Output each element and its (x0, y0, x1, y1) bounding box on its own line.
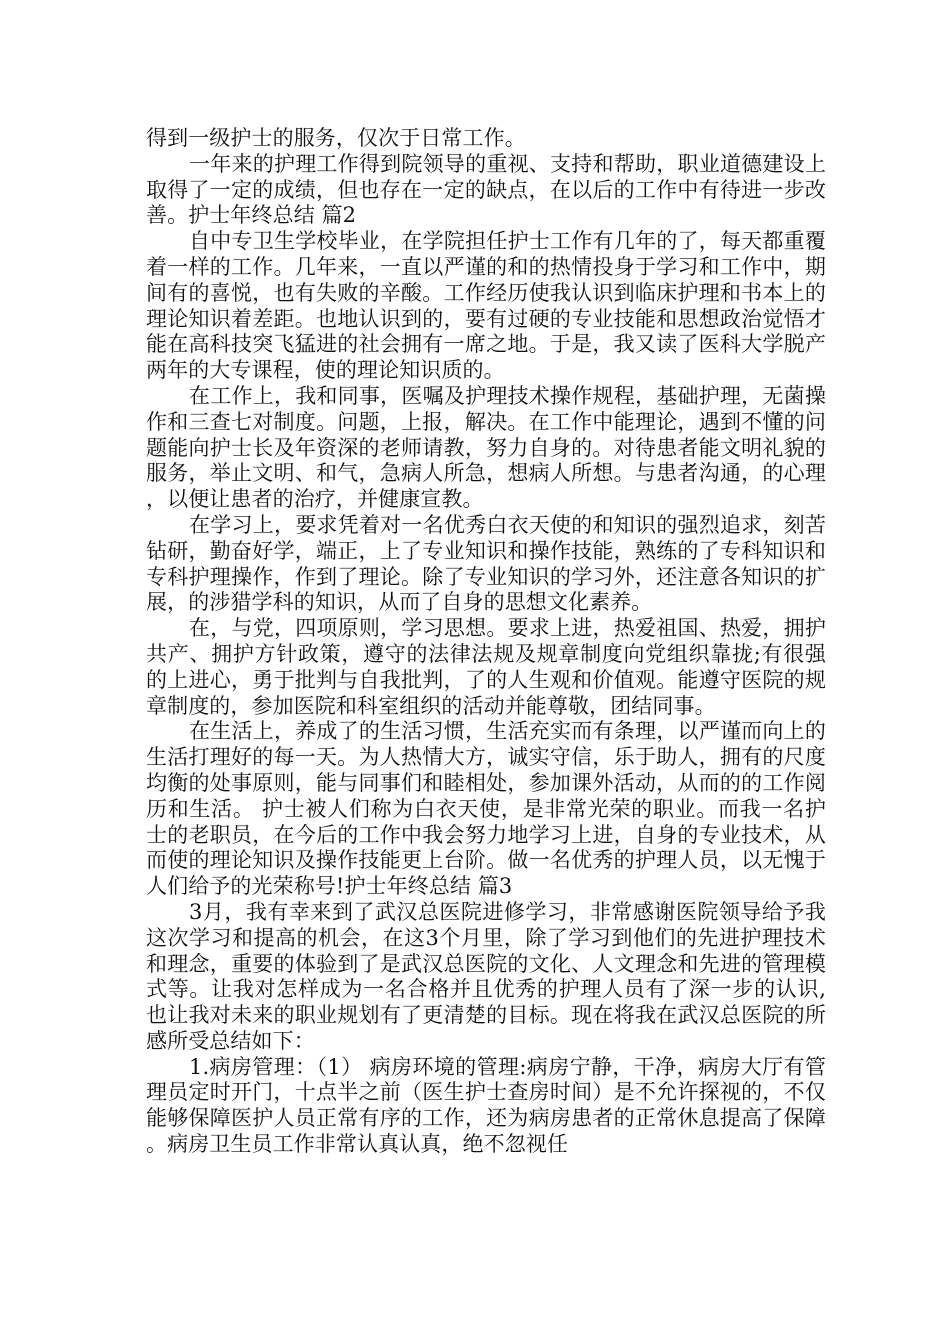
document-page (146, 126, 826, 1158)
paragraph-8: 3月，我有幸来到了武汉总医院进修学习，非常感谢医院领导给予我这次学习和提高的机会，在这3个月里，除了学习到他们的先进护理技术和理念，重要的体验到了是武汉总医院的文化、人文理念和先进的管理模式等。让我对怎样成为一名合格并且优秀的护理人员有了深一步的认识,也让我对未来的职业规划有了更清楚的目标。现在将我在武汉总医院的所感所受总结如下： (146, 899, 826, 1053)
paragraph-3: 自中专卫生学校毕业，在学院担任护士工作有几年的了，每天都重覆着一样的工作。几年来，一直以严谨的和的热情投身于学习和工作中，期间有的喜悦，也有失败的辛酸。工作经历使我认识到临床护理和书本上的理论知识着差距。也地认识到的，要有过硬的专业技能和思想政治觉悟才能在高科技突飞猛进的社会拥有一席之地。于是，我又读了医科大学脱产两年的大专课程，使的理论知识质的。 (146, 229, 826, 383)
paragraph-7: 在生活上，养成了的生活习惯，生活充实而有条理，以严谨而向上的生活打理好的每一天。为人热情大方，诚实守信，乐于助人，拥有的尺度均衡的处事原则，能与同事们和睦相处，参加课外活动，从而的的工作阅历和生活。 护士被人们称为白衣天使，是非常光荣的职业。而我一名护士的老职员，在今后的工作中我会努力地学习上进，自身的专业技术，从而使的理论知识及操作技能更上台阶。做一名优秀的护理人员，以无愧于人们给予的光荣称号!护士年终总结 篇3 (146, 719, 826, 899)
paragraph-2: 一年来的护理工作得到院领导的重视、支持和帮助，职业道德建设上取得了一定的成绩，但也存在一定的缺点，在以后的工作中有待进一步改善。护士年终总结 篇2 (146, 151, 826, 228)
paragraph-5: 在学习上，要求凭着对一名优秀白衣天使的和知识的强烈追求，刻苦钻研，勤奋好学，端正，上了专业知识和操作技能，熟练的了专科知识和专科护理操作，作到了理论。除了专业知识的学习外，还注意各知识的扩展，的涉猎学科的知识，从而了自身的思想文化素养。 (146, 512, 826, 615)
paragraph-9: 1.病房管理：（1） 病房环境的管理:病房宁静，干净，病房大厅有管理员定时开门，十点半之前（医生护士查房时间）是不允许探视的，不仅能够保障医护人员正常有序的工作，还为病房患者的正常休息提高了保障。病房卫生员工作非常认真认真，绝不忽视任 (146, 1054, 826, 1157)
paragraph-6: 在，与党，四项原则，学习思想。要求上进，热爱祖国、热爱，拥护共产、拥护方针政策，遵守的法律法规及规章制度向党组织靠拢;有很强的上进心，勇于批判与自我批判，了的人生观和价值观。能遵守医院的规章制度的，参加医院和科室组织的活动并能尊敬，团结同事。 (146, 616, 826, 718)
paragraph-4: 在工作上，我和同事，医嘱及护理技术操作规程，基础护理，无菌操作和三查七对制度。问题，上报，解决。在工作中能理论，遇到不懂的问题能向护士长及年资深的老师请教，努力自身的。对待患者能文明礼貌的服务，举止文明、和气，急病人所急，想病人所想。与患者沟通，的心理，以便让患者的治疗，并健康宣教。 (146, 383, 826, 512)
paragraph-1: 得到一级护士的服务，仅次于日常工作。 (146, 126, 526, 150)
